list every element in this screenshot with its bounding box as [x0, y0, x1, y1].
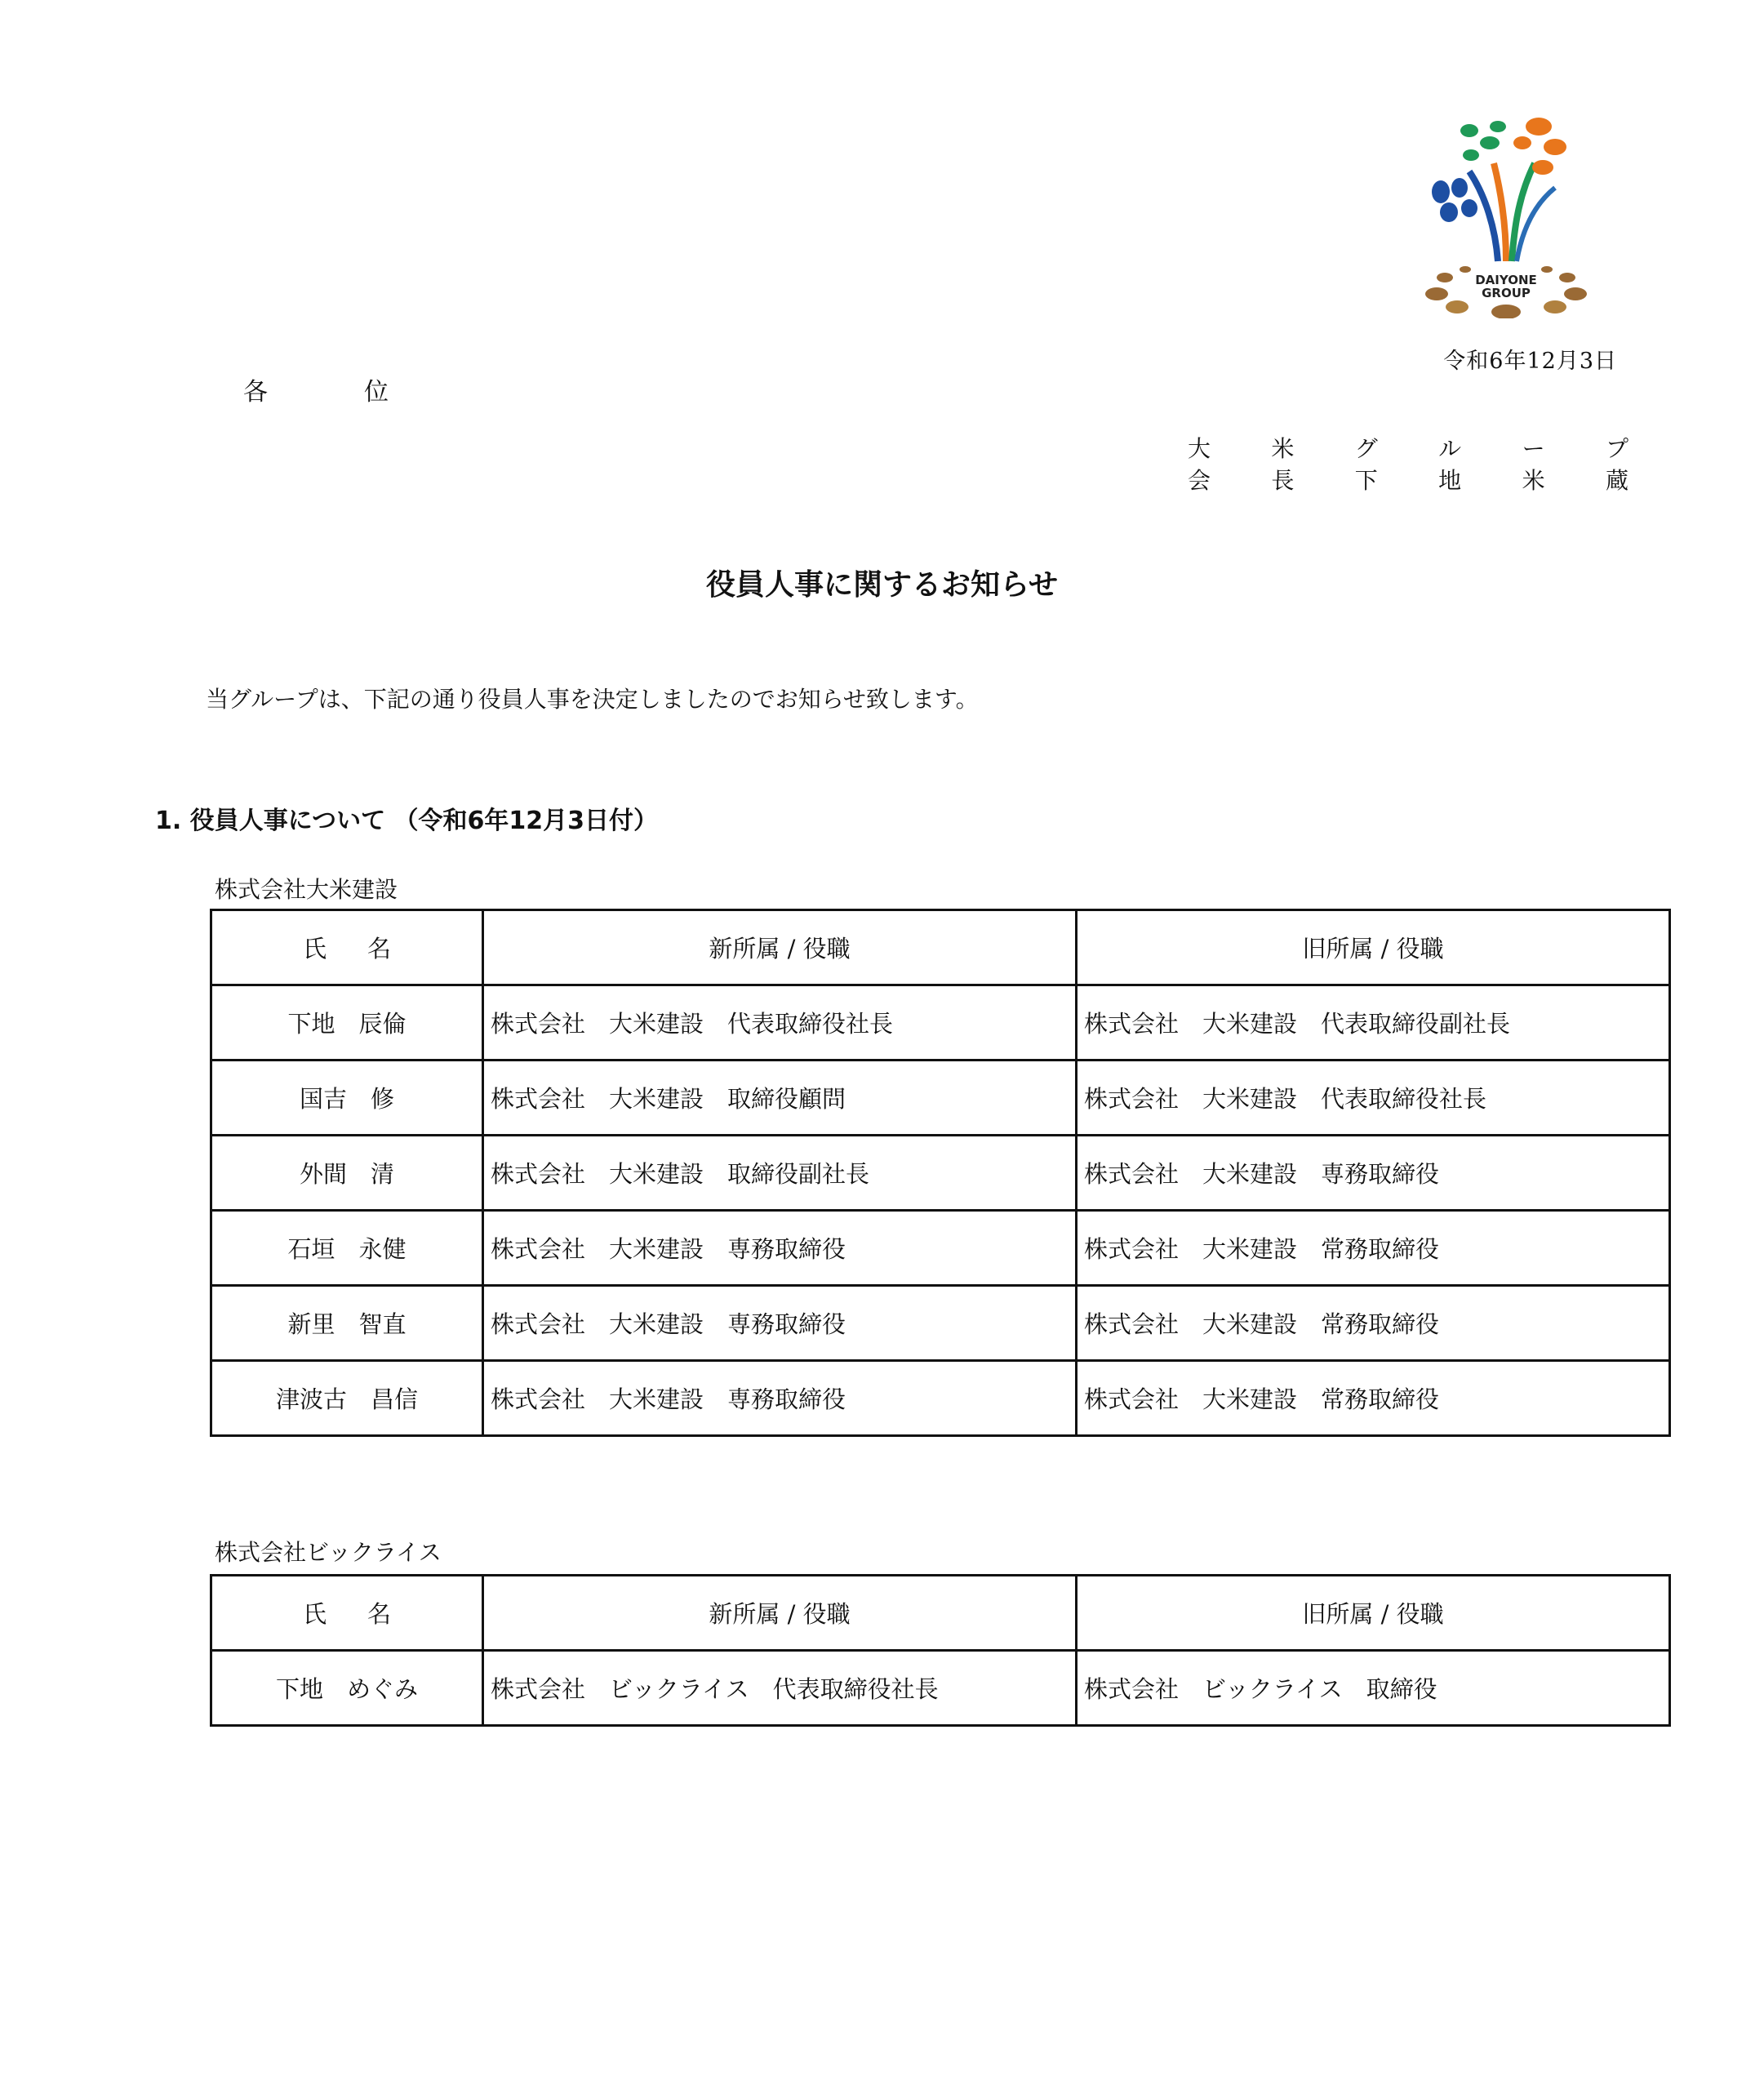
table-row	[211, 1061, 1670, 1136]
cell-new-position: 株式会社 大米建設 専務取締役	[483, 1286, 1077, 1361]
personnel-table-daiyone-construction	[210, 909, 1671, 1437]
section-heading: 1. 役員人事について （令和6年12月3日付）	[155, 807, 659, 835]
logo-text-line1: DAIYONE	[1475, 273, 1537, 287]
cell-name: 国吉 修	[211, 1061, 483, 1136]
sender-rep-char: 蔵	[1605, 467, 1628, 494]
cell-name: 石垣 永健	[211, 1211, 483, 1286]
cell-new-position: 株式会社 大米建設 取締役顧問	[483, 1061, 1077, 1136]
sender-rep-char: 地	[1438, 467, 1462, 494]
cell-new-position: 株式会社 大米建設 代表取締役社長	[483, 985, 1077, 1061]
cell-old-position: 株式会社 大米建設 常務取締役	[1077, 1211, 1670, 1286]
addressee	[243, 371, 421, 407]
company-label-big-rice: 株式会社ビックライス	[215, 1539, 442, 1566]
cell-name: 新里 智直	[211, 1286, 483, 1361]
cell-old-position: 株式会社 大米建設 常務取締役	[1077, 1286, 1670, 1361]
logo-text-line2: GROUP	[1482, 286, 1531, 300]
sender-org-char: ー	[1522, 435, 1545, 462]
addressee-char: 位	[364, 378, 389, 407]
table-row	[211, 1211, 1670, 1286]
sender-org-char: 米	[1271, 435, 1295, 462]
cell-old-position: 株式会社 大米建設 代表取締役副社長	[1077, 985, 1670, 1061]
sender-rep-char: 米	[1522, 467, 1545, 494]
addressee-char: 各	[243, 378, 268, 407]
table-row	[211, 1286, 1670, 1361]
cell-new-position: 株式会社 大米建設 取締役副社長	[483, 1136, 1077, 1211]
sender-org-char: 大	[1188, 435, 1211, 462]
sender-representative	[1188, 463, 1628, 496]
header-name-char: 氏	[302, 1600, 327, 1628]
document-title: 役員人事に関するお知らせ	[706, 568, 1058, 602]
intro-paragraph: 当グループは、下記の通り役員人事を決定しましたのでお知らせ致します。	[206, 686, 979, 713]
sender-org-char: ル	[1438, 435, 1462, 462]
table-row	[211, 1136, 1670, 1211]
table-row	[211, 1651, 1670, 1726]
sender-rep-char: 長	[1271, 467, 1295, 494]
header-name-char: 氏	[302, 935, 327, 963]
header-new-position: 新所属 / 役職	[483, 1576, 1077, 1651]
issue-date: 令和6年12月3日	[1443, 349, 1617, 374]
table-header-row	[211, 1576, 1670, 1651]
header-name	[211, 910, 483, 985]
cell-new-position: 株式会社 大米建設 専務取締役	[483, 1361, 1077, 1436]
cell-name: 下地 めぐみ	[211, 1651, 483, 1726]
cell-new-position: 株式会社 大米建設 専務取締役	[483, 1211, 1077, 1286]
header-old-position: 旧所属 / 役職	[1077, 1576, 1670, 1651]
personnel-table-big-rice	[210, 1574, 1671, 1727]
sender-org-char: グ	[1354, 435, 1378, 462]
header-name-char: 名	[367, 935, 392, 963]
sender-org-char: プ	[1605, 435, 1628, 462]
company-label-daiyone-construction: 株式会社大米建設	[215, 876, 398, 903]
sender-organization	[1188, 431, 1628, 464]
cell-old-position: 株式会社 大米建設 常務取締役	[1077, 1361, 1670, 1436]
table-row	[211, 985, 1670, 1061]
daiyone-group-logo	[1420, 114, 1592, 318]
sender-rep-char: 下	[1354, 467, 1378, 494]
cell-name: 外間 清	[211, 1136, 483, 1211]
header-old-position: 旧所属 / 役職	[1077, 910, 1670, 985]
cell-name: 津波古 昌信	[211, 1361, 483, 1436]
table-row	[211, 1361, 1670, 1436]
cell-new-position: 株式会社 ビックライス 代表取締役社長	[483, 1651, 1077, 1726]
cell-old-position: 株式会社 大米建設 専務取締役	[1077, 1136, 1670, 1211]
cell-name: 下地 辰倫	[211, 985, 483, 1061]
cell-old-position: 株式会社 ビックライス 取締役	[1077, 1651, 1670, 1726]
header-new-position: 新所属 / 役職	[483, 910, 1077, 985]
table-header-row	[211, 910, 1670, 985]
header-name-char: 名	[367, 1600, 392, 1628]
header-name	[211, 1576, 483, 1651]
sender-rep-char: 会	[1188, 467, 1211, 494]
cell-old-position: 株式会社 大米建設 代表取締役社長	[1077, 1061, 1670, 1136]
